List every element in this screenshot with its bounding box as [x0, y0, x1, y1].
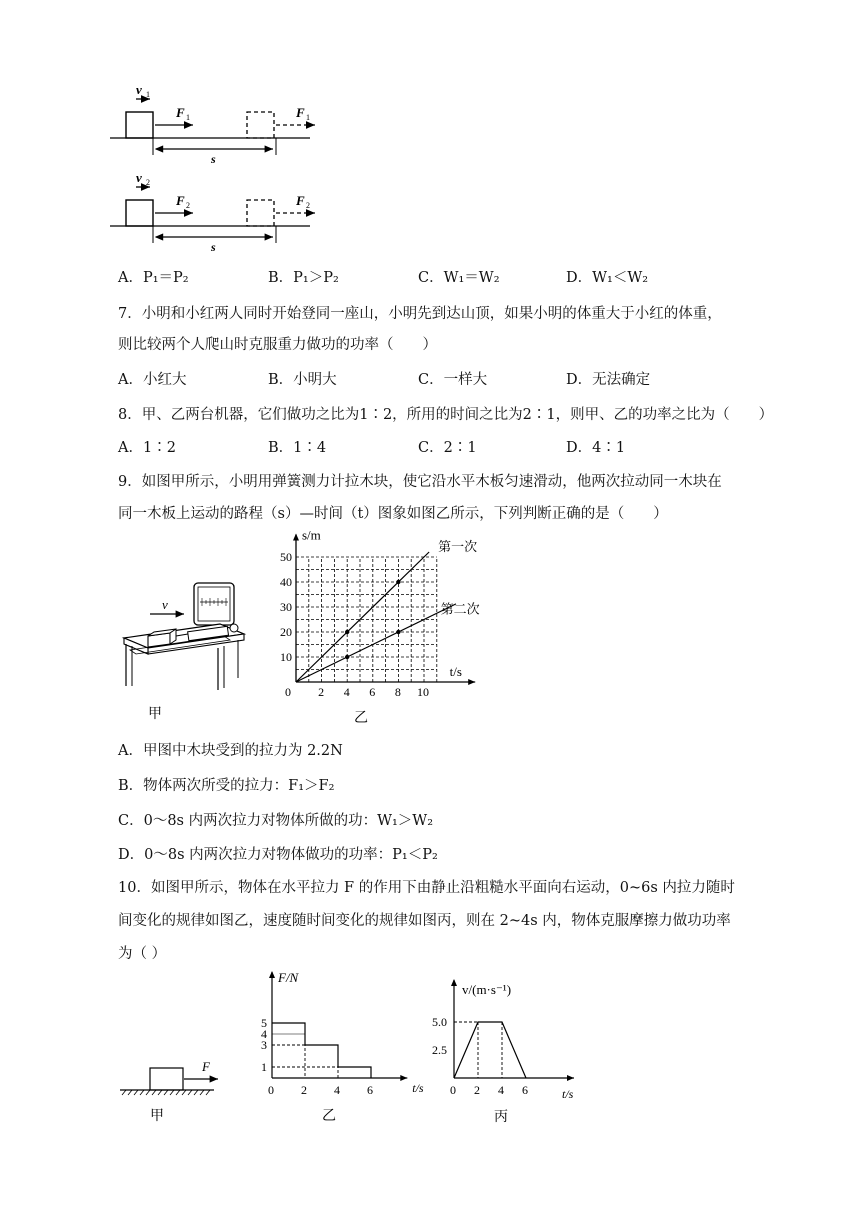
- series-line-1: [296, 552, 429, 682]
- q8-stem: 8．甲、乙两台机器，它们做功之比为1∶2，所用的时间之比为2∶1，则甲、乙的功率之比为（ ）: [118, 407, 774, 423]
- y-tick-label: 3: [261, 1038, 267, 1052]
- svg-text:2: 2: [186, 201, 190, 210]
- q6-top-scene: [110, 82, 315, 166]
- q9-option-d: D．0～8s 内两次拉力对物体做功的功率：P₁＜P₂: [118, 847, 438, 863]
- svg-text:F: F: [296, 193, 305, 208]
- q10-fig-bing-label: 丙: [494, 1110, 508, 1125]
- y-tick-label: 1: [261, 1060, 267, 1074]
- svg-text:s: s: [211, 240, 216, 254]
- F1-label: F: [176, 105, 185, 120]
- q9-fig-yi-label: 乙: [354, 711, 368, 726]
- q7-option-a: A．小红大: [118, 372, 187, 388]
- y-axis-label: F/N: [278, 970, 299, 985]
- x-tick-label: 4: [343, 685, 350, 699]
- F2-label: F: [176, 193, 185, 208]
- q10-stem-line3: 为（ ）: [118, 946, 167, 962]
- series-label-1: 第一次: [438, 538, 478, 554]
- y-tick-label: 50: [280, 550, 292, 564]
- series-1-point: [345, 630, 349, 634]
- y-tick-label: 40: [280, 575, 292, 589]
- series-2-point: [396, 630, 400, 634]
- x-tick-label: 8: [394, 685, 401, 699]
- q10-block: [150, 1068, 183, 1090]
- v1-label: v: [136, 82, 142, 97]
- x-tick-label: 4: [334, 1083, 340, 1097]
- q8-option-c: C．2∶1: [418, 440, 477, 456]
- q9-option-c: C．0～8s 内两次拉力对物体所做的功：W₁＞W₂: [118, 813, 434, 829]
- y-axis-label: s/m: [302, 527, 321, 543]
- q9-fig-jia: [112, 578, 252, 723]
- q7-option-d: D．无法确定: [566, 372, 651, 388]
- v2-label: v: [136, 170, 142, 185]
- y-tick-label: 2.5: [432, 1043, 447, 1057]
- q7-option-c: C．一样大: [418, 372, 488, 388]
- svg-text:2: 2: [146, 178, 150, 187]
- series-1-point: [396, 580, 400, 584]
- jia-v-label: v: [162, 597, 168, 612]
- q10-stem-line1: 10．如图甲所示，物体在水平拉力 F 的作用下由静止沿粗糙水平面向右运动，0~6s 内拉力随时: [118, 880, 735, 896]
- y-axis-label: v/(m·s⁻¹): [462, 982, 512, 997]
- svg-text:1: 1: [306, 113, 310, 122]
- q9-option-b: B．物体两次所受的拉力：F₁＞F₂: [118, 778, 335, 794]
- q10-stem-line2: 间变化的规律如图乙，速度随时间变化的规律如图丙，则在 2~4s 内，物体克服摩擦力做功功率: [118, 913, 731, 929]
- s-label: s: [211, 152, 216, 166]
- x-axis-label: t/s: [449, 664, 462, 679]
- q9-st-chart: [280, 527, 497, 728]
- vt-series-line: [454, 1022, 526, 1078]
- q6-option-a: A．P₁＝P₂: [118, 270, 189, 286]
- q9-stem-line1: 9．如图甲所示，小明用弹簧测力计拉木块，使它沿水平木板匀速滑动，他两次拉动同一木块在: [118, 474, 722, 490]
- y-tick-label: 20: [280, 625, 292, 639]
- x-tick-label: 4: [498, 1083, 504, 1097]
- x-tick-label: 0: [268, 1083, 274, 1097]
- q10-fig-yi-label: 乙: [322, 1109, 336, 1124]
- y-tick-label: 4: [261, 1027, 267, 1041]
- x-tick-label: 10: [417, 685, 429, 699]
- x-tick-label: 2: [318, 685, 325, 699]
- x-tick-label: 6: [367, 1083, 373, 1097]
- q10-fig-jia: [116, 1054, 231, 1128]
- q6-figure: [110, 80, 340, 254]
- y-tick-label: 5: [261, 1016, 267, 1030]
- q10-ft-chart: [252, 966, 427, 1128]
- x-tick-label: 6: [522, 1083, 528, 1097]
- block-end: [247, 112, 274, 138]
- q8-option-a: A．1∶2: [118, 440, 176, 456]
- q7-stem-line2: 则比较两个人爬山时克服重力做功的功率（ ）: [118, 337, 437, 353]
- x-axis-label: t/s: [412, 1081, 424, 1095]
- q10-F-label: F: [202, 1059, 210, 1074]
- x-tick-label: 2: [474, 1083, 480, 1097]
- ft-series-line: [272, 1023, 371, 1078]
- x-axis-label: t/s: [562, 1087, 574, 1101]
- x-tick-label: 0: [285, 685, 291, 699]
- y-tick-label: 10: [280, 650, 292, 664]
- q8-option-d: D．4∶1: [566, 440, 626, 456]
- q9-fig-jia-label: 甲: [148, 707, 162, 722]
- q6-bottom-scene: [110, 170, 315, 254]
- y-tick-label: 5.0: [432, 1015, 447, 1029]
- svg-text:F: F: [296, 105, 305, 120]
- svg-text:1: 1: [186, 113, 190, 122]
- q9-option-a: A．甲图中木块受到的拉力为 2.2N: [118, 743, 343, 759]
- q10-fig-jia-label: 甲: [150, 1109, 164, 1124]
- svg-text:2: 2: [306, 201, 310, 210]
- series-label-2: 第二次: [440, 601, 480, 617]
- q6-option-d: D．W₁＜W₂: [566, 270, 649, 286]
- q9-stem-line2: 同一木板上运动的路程（s）—时间（t）图象如图乙所示，下列判断正确的是（ ）: [118, 506, 668, 522]
- svg-text:1: 1: [146, 90, 150, 99]
- series-2-point: [345, 655, 349, 659]
- y-tick-label: 30: [280, 600, 292, 614]
- q10-vt-chart: [428, 974, 588, 1128]
- x-tick-label: 0: [450, 1083, 456, 1097]
- q7-stem-line1: 7．小明和小红两人同时开始登同一座山，小明先到达山顶，如果小明的体重大于小红的体重，: [118, 306, 722, 322]
- q6-option-b: B．P₁＞P₂: [268, 270, 339, 286]
- q6-option-c: C．W₁＝W₂: [418, 270, 500, 286]
- x-tick-label: 2: [301, 1083, 307, 1097]
- q7-option-b: B．小明大: [268, 372, 337, 388]
- block-start: [126, 112, 153, 138]
- series-line-2: [296, 604, 456, 682]
- q8-option-b: B．1∶4: [268, 440, 327, 456]
- x-tick-label: 6: [369, 685, 376, 699]
